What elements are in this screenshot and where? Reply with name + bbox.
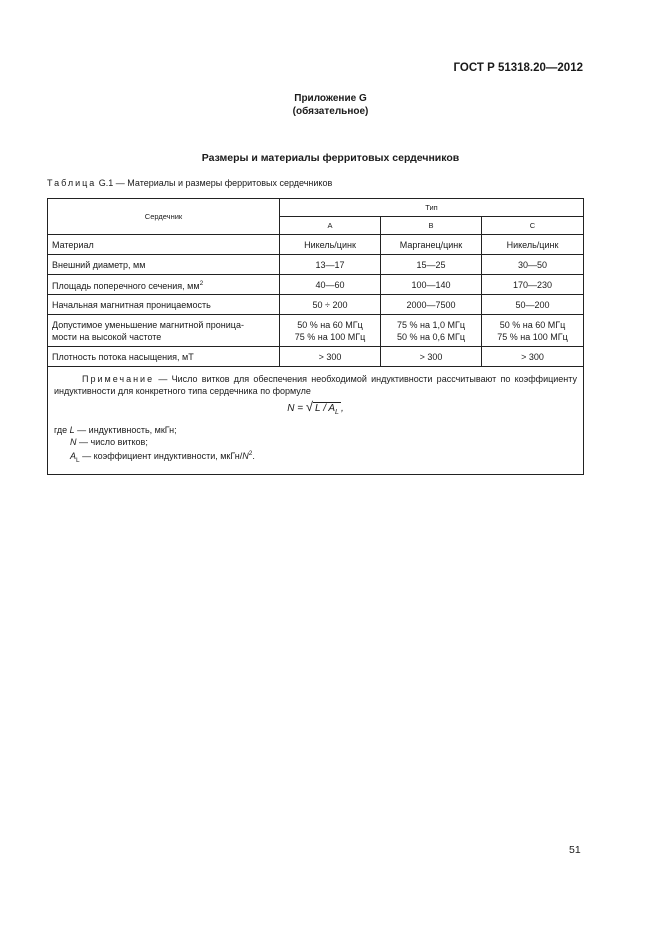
cell-line: 75 % на 1,0 МГц [396,319,466,330]
cell: 2000—7500 [381,295,482,315]
cell: Марганец/цинк [381,235,482,255]
cell-line: 50 % на 0,6 МГц [396,331,466,342]
row-label-permeability: Начальная магнитная проницаемость [48,295,280,315]
cell: 50—200 [482,295,584,315]
where-l-text: — индуктивность, мкГн; [74,425,177,435]
where-a [54,448,577,466]
where-a-end: . [252,451,255,461]
where-a-n: N [242,451,249,461]
cell: 13—17 [280,255,381,275]
cell: 170—230 [482,275,584,295]
table-caption-prefix: Таблица [47,178,97,188]
annex-heading [0,92,661,118]
table-row [48,275,584,295]
header-type-c: C [482,217,584,235]
cell-line: 50 % на 60 МГц [499,319,566,330]
where-l-symbol: L [69,425,75,435]
cell: 100—140 [381,275,482,295]
formula-tail: , [340,403,344,414]
row-label-decrease [48,315,280,347]
where-a-symbol: A [70,451,77,461]
note-body: — Число витков для обеспечения необходимой индуктивности рассчитывают по коэффициенту индуктивности для конкретного типа сердечника по формуле [54,374,577,396]
row-label-material: Материал [48,235,280,255]
note-prefix: Примечание [82,374,155,384]
cell: > 300 [280,347,381,367]
formula [54,401,577,419]
cell-line: 75 % на 100 МГц [294,331,366,342]
cell: 40—60 [280,275,381,295]
materials-table [47,198,584,475]
where-n-symbol: N [70,436,77,447]
cell: > 300 [482,347,584,367]
row-label-saturation: Плотность потока насыщения, мТ [48,347,280,367]
table-row [48,315,584,347]
cell [381,315,482,347]
header-type-a: A [280,217,381,235]
header-type: Тип [280,199,584,217]
formula-sub: L [335,409,339,416]
annex-title: Приложение G [294,93,367,104]
table-caption-text: G.1 — Материалы и размеры ферритовых сердечников [96,178,333,188]
where-a-sub: L [76,456,80,464]
row-label-area-sup: 2 [199,279,204,287]
where-a-sup: 2 [248,450,253,457]
table-caption [47,178,332,188]
row-label-area [48,275,280,295]
table-row [48,295,584,315]
row-label-diameter: Внешний диаметр, мм [48,255,280,275]
formula-lhs: N = [287,403,304,414]
where-n [54,437,577,449]
document-code: ГОСТ Р 51318.20—2012 [453,62,583,74]
where-n-text: — число витков; [76,436,148,447]
header-core: Сердечник [48,199,280,235]
page-number: 51 [569,844,581,856]
table-row [48,235,584,255]
row-label-line: Допустимое уменьшение магнитной проница- [52,319,244,330]
cell [280,315,381,347]
where-prefix: где [54,425,68,435]
where-a-text: — коэффициент индуктивности, мкГн/ [79,451,243,461]
formula-radicand [313,402,341,414]
cell: > 300 [381,347,482,367]
annex-status: (обязательное) [292,106,369,117]
cell: Никель/цинк [482,235,584,255]
note-row [48,367,584,475]
row-label-area-text: Площадь поперечного сечения, мм [52,280,200,291]
cell: 50 ÷ 200 [280,295,381,315]
note-cell [48,367,584,475]
formula-radicand-text: L / A [315,403,336,414]
row-label-line: мости на высокой частоте [52,331,162,342]
sqrt-icon: √ [305,399,314,414]
table-row [48,255,584,275]
cell: 15—25 [381,255,482,275]
cell-line: 75 % на 100 МГц [497,331,568,342]
where-l [54,425,577,437]
cell [482,315,584,347]
header-type-b: B [381,217,482,235]
cell: 30—50 [482,255,584,275]
cell: Никель/цинк [280,235,381,255]
cell-line: 50 % на 60 МГц [297,319,363,330]
section-title: Размеры и материалы ферритовых сердечников [201,152,460,164]
table-row [48,347,584,367]
where-block [54,425,577,466]
note-text [54,373,577,397]
